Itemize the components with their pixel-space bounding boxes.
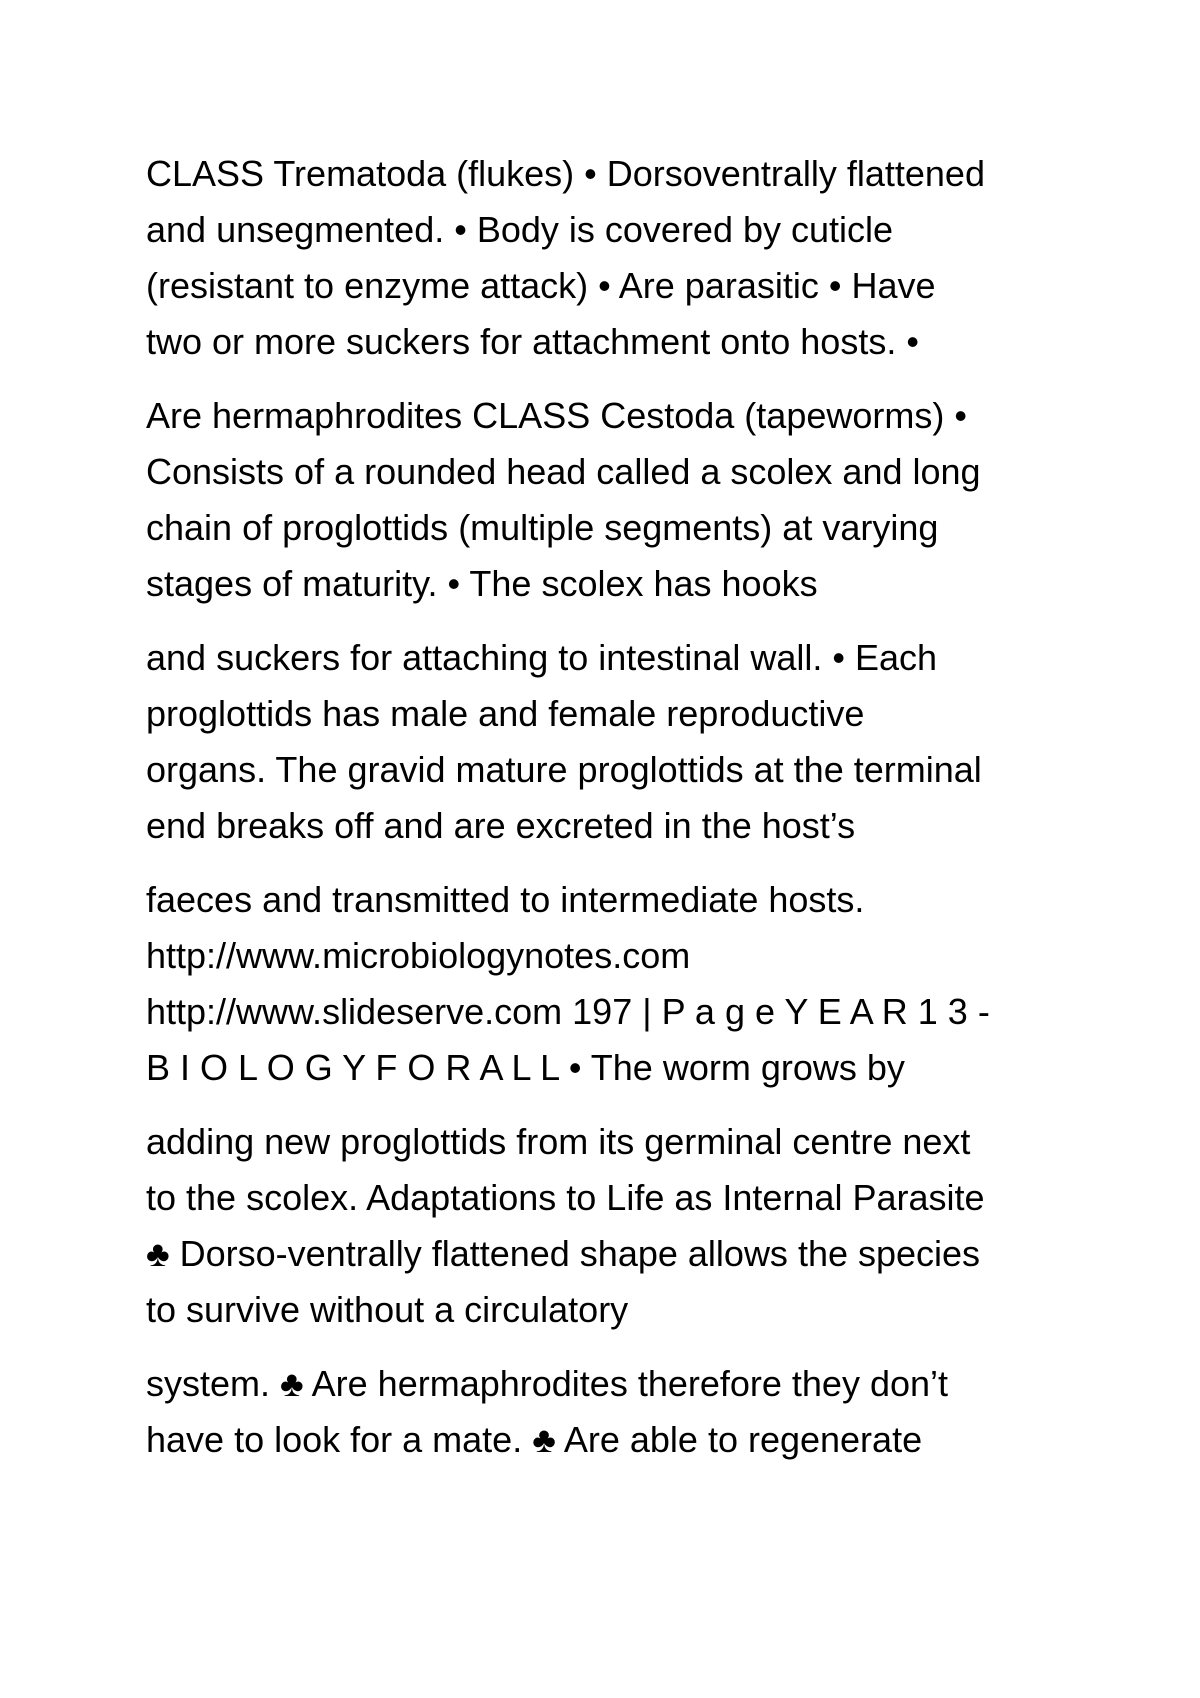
paragraph-hermaphrodites — [146, 1356, 1126, 1468]
text-line: end breaks off and are excreted in the host’s — [146, 805, 856, 846]
text-line: and suckers for attaching to intestinal wall. • Each — [146, 637, 938, 678]
text-line: chain of proglottids (multiple segments) at varying — [146, 507, 939, 548]
text-line: faeces and transmitted to intermediate hosts. — [146, 879, 865, 920]
paragraph-cestoda — [146, 388, 1126, 612]
paragraph-proglottids — [146, 630, 1126, 854]
text-line: CLASS Trematoda (flukes) • Dorsoventrally flattened — [146, 153, 985, 194]
text-line: stages of maturity. • The scolex has hooks — [146, 563, 818, 604]
paragraph-trematoda — [146, 146, 1126, 370]
text-line: to the scolex. Adaptations to Life as Internal Parasite — [146, 1177, 985, 1218]
paragraph-adaptations — [146, 1114, 1126, 1338]
text-line: (resistant to enzyme attack) • Are parasitic • Have — [146, 265, 936, 306]
paragraph-sources-footer — [146, 872, 1126, 1096]
text-line: ♣ Dorso-ventrally flattened shape allows the species — [146, 1233, 981, 1274]
text-line: and unsegmented. • Body is covered by cuticle — [146, 209, 894, 250]
text-line: Consists of a rounded head called a scolex and long — [146, 451, 981, 492]
text-line: to survive without a circulatory — [146, 1289, 629, 1330]
text-line: system. ♣ Are hermaphrodites therefore they don’t — [146, 1363, 949, 1404]
text-line: two or more suckers for attachment onto hosts. • — [146, 321, 919, 362]
text-line: proglottids has male and female reproductive — [146, 693, 865, 734]
text-line: Are hermaphrodites CLASS Cestoda (tapeworms) • — [146, 395, 967, 436]
text-line: http://www.microbiologynotes.com — [146, 935, 691, 976]
text-line: http://www.slideserve.com 197 | P a g e Y E A R 1 3 - — [146, 991, 990, 1032]
text-line: adding new proglottids from its germinal centre next — [146, 1121, 971, 1162]
text-line: have to look for a mate. ♣ Are able to regenerate — [146, 1419, 923, 1460]
text-line: organs. The gravid mature proglottids at the terminal — [146, 749, 982, 790]
text-line: B I O L O G Y F O R A L L • The worm grows by — [146, 1047, 905, 1088]
